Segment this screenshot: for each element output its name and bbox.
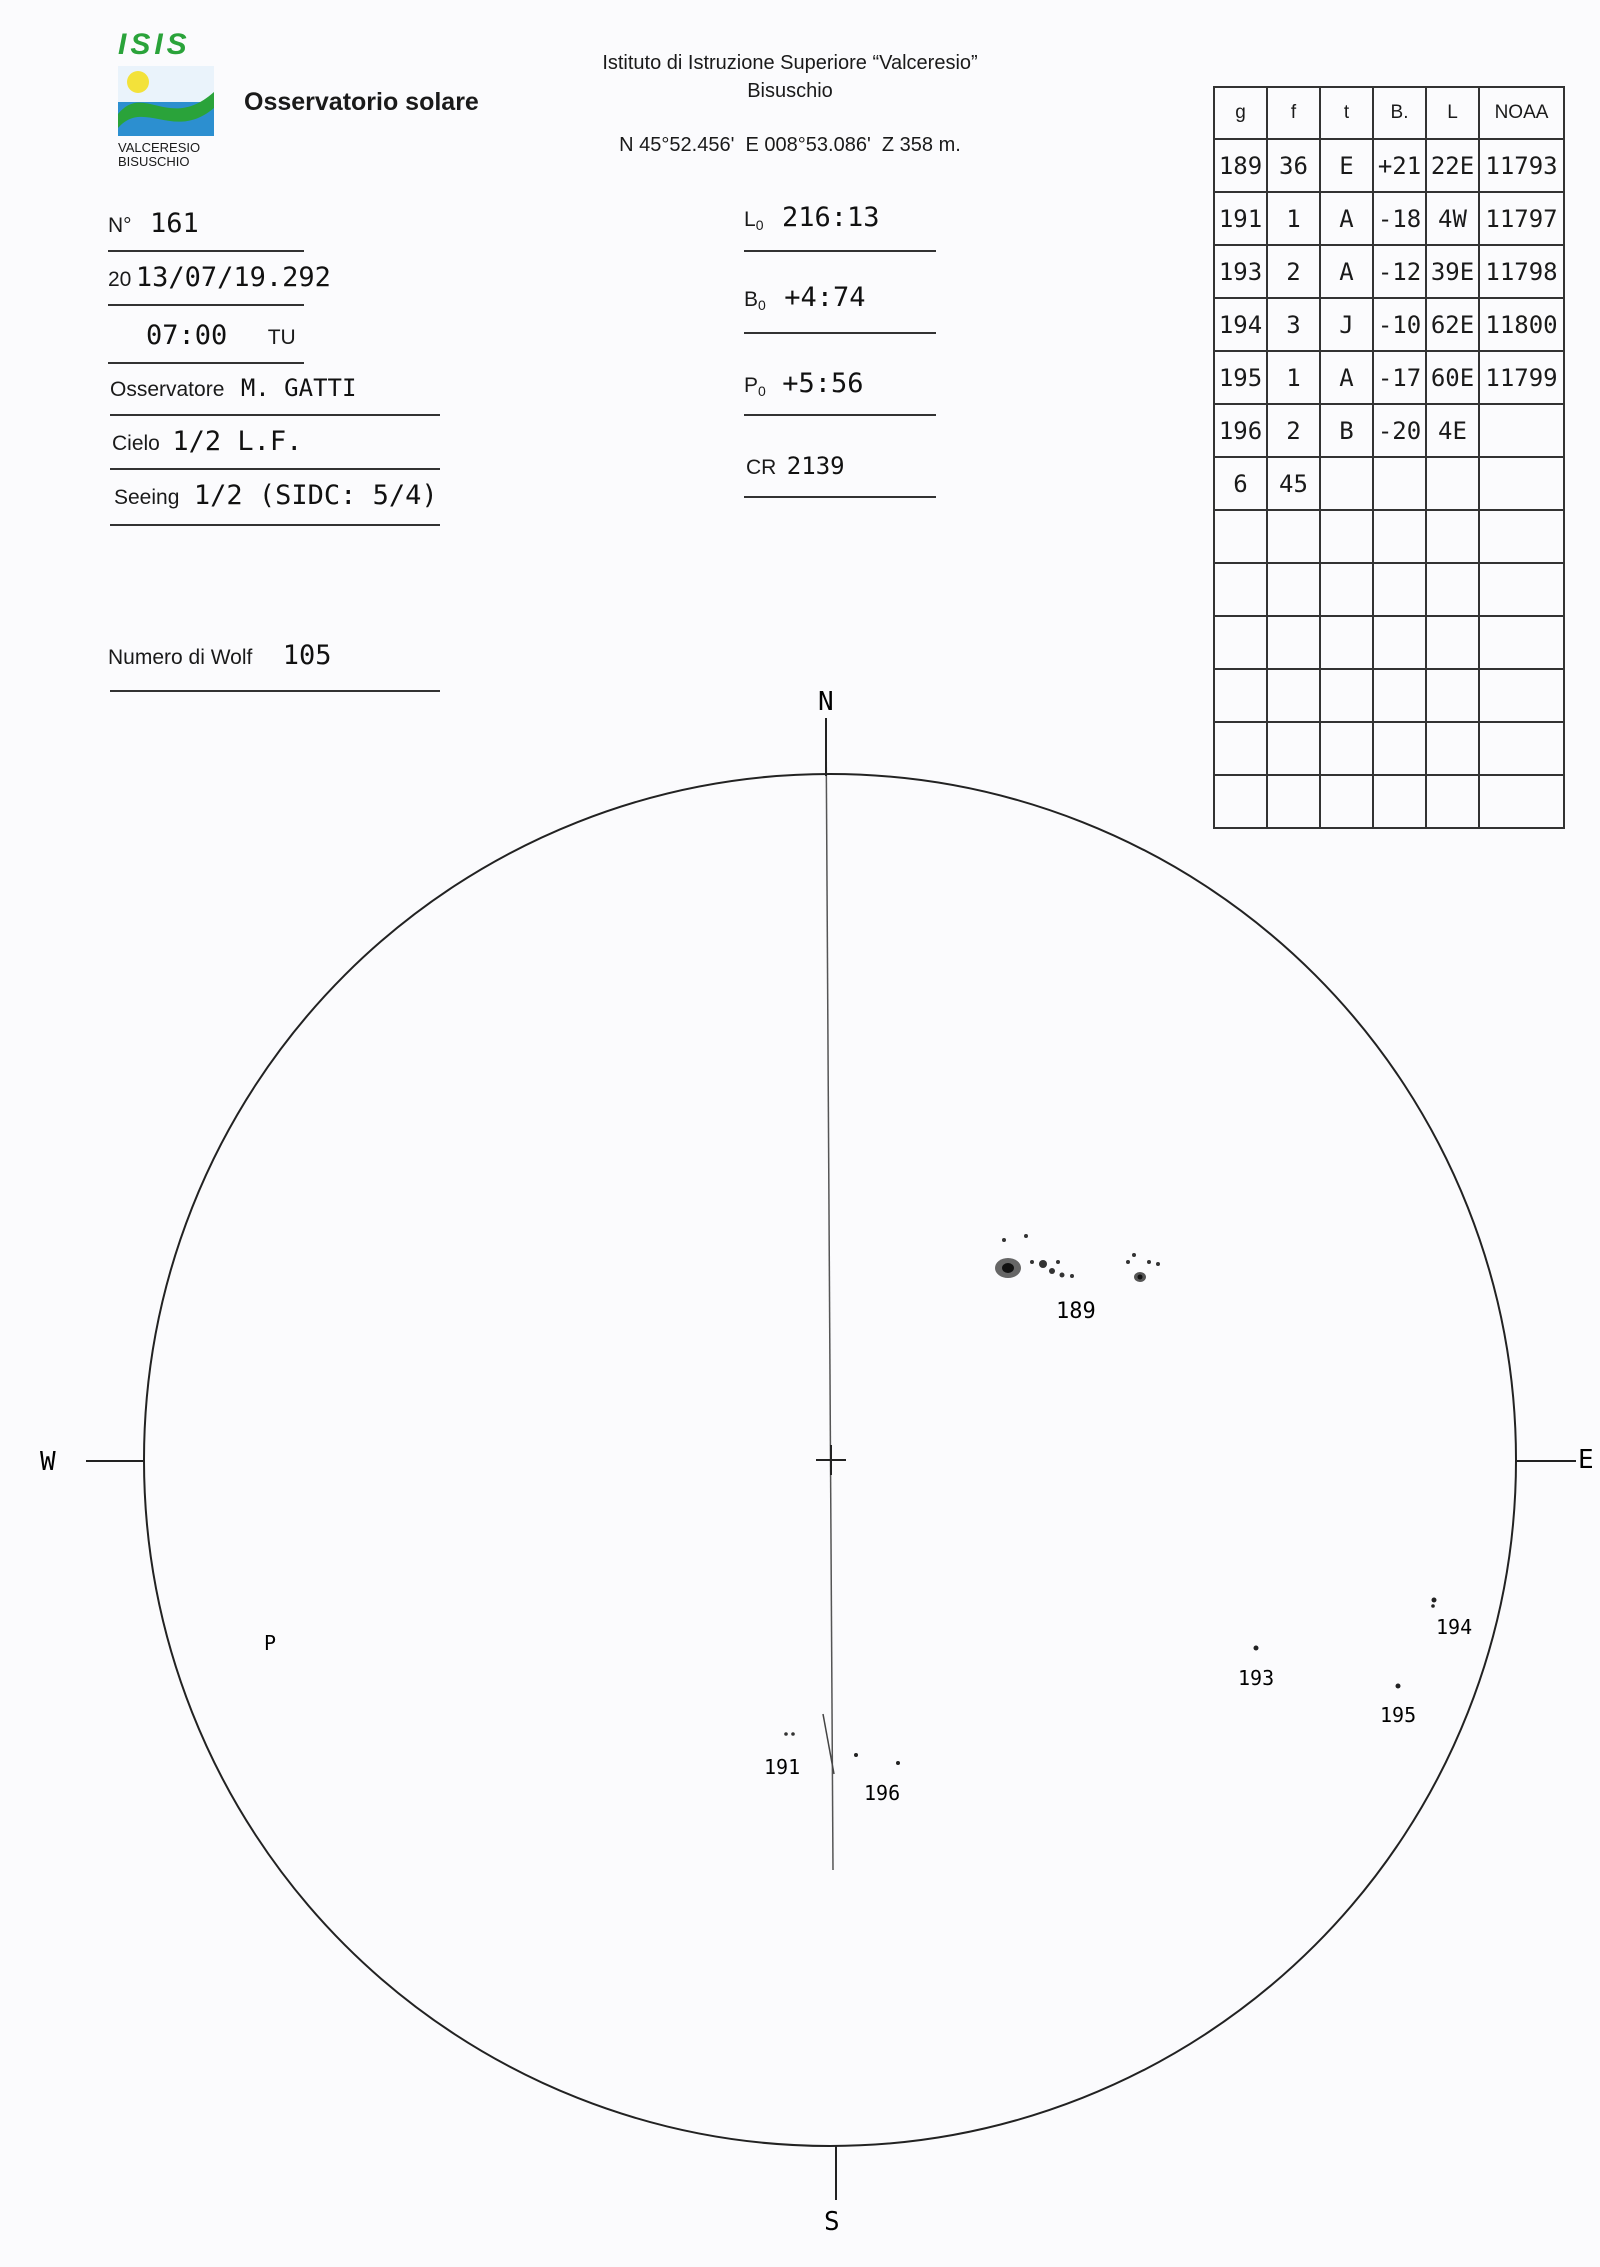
table-cell: 11800 [1479, 298, 1564, 351]
table-cell: 45 [1267, 457, 1320, 510]
table-header-cell: NOAA [1479, 87, 1564, 139]
observatory-title: Osservatorio solare [244, 88, 479, 116]
institute-town: Bisuschio [747, 80, 833, 102]
wolf-label: Numero di Wolf [108, 646, 253, 669]
sunspot-group-193 [1254, 1646, 1259, 1651]
north-axis [826, 718, 833, 1870]
table-cell: -20 [1373, 404, 1426, 457]
table-header-cell: f [1267, 87, 1320, 139]
date-value: 13/07/19.292 [135, 262, 331, 293]
table-header-cell: L [1426, 87, 1479, 139]
table-cell: 194 [1214, 298, 1267, 351]
table-cell: 6 [1214, 457, 1267, 510]
table-header-cell: g [1214, 87, 1267, 139]
P0-label: P [744, 374, 759, 397]
table-cell: E [1320, 139, 1373, 192]
observer-label: Osservatore [110, 378, 225, 401]
table-cell: 11799 [1479, 351, 1564, 404]
table-cell: 39E [1426, 245, 1479, 298]
observer-value: M. GATTI [240, 374, 357, 402]
institute-name: Istituto di Istruzione Superiore “Valceresio” [602, 52, 978, 74]
group-label-191: 191 [764, 1755, 801, 1779]
table-cell: 189 [1214, 139, 1267, 192]
table-cell: J [1320, 298, 1373, 351]
CR-value: 2139 [786, 452, 845, 480]
p-mark: P [264, 1631, 277, 1655]
table-cell: 3 [1267, 298, 1320, 351]
P0-sub: 0 [758, 383, 766, 400]
table-cell: 193 [1214, 245, 1267, 298]
B0-label: B [744, 288, 759, 311]
table-cell: 191 [1214, 192, 1267, 245]
time-unit: TU [267, 326, 296, 349]
table-cell: -18 [1373, 192, 1426, 245]
table-cell: A [1320, 351, 1373, 404]
table-cell: 1 [1267, 192, 1320, 245]
table-cell: +21 [1373, 139, 1426, 192]
group-label-195: 195 [1380, 1703, 1417, 1727]
L0-sub: 0 [755, 217, 764, 234]
west-label: W [40, 1447, 56, 1477]
table-cell: 1 [1267, 351, 1320, 404]
sunspot-group-195 [1396, 1684, 1401, 1689]
table-cell: 195 [1214, 351, 1267, 404]
table-cell: 62E [1426, 298, 1479, 351]
logo-bottom-text-1: VALCERESIO [118, 140, 201, 155]
number-label: N° [108, 214, 132, 237]
wolf-value: 105 [282, 640, 332, 671]
table-cell: 196 [1214, 404, 1267, 457]
table-cell: 11793 [1479, 139, 1564, 192]
group-label-193: 193 [1238, 1666, 1275, 1690]
table-header-cell: B. [1373, 87, 1426, 139]
table-cell: B [1320, 404, 1373, 457]
sunspot-group-191 [784, 1732, 795, 1736]
CR-label: CR [746, 456, 777, 479]
table-cell: 22E [1426, 139, 1479, 192]
L0-value: 216:13 [781, 202, 880, 233]
seeing-value: 1/2 (SIDC: 5/4) [193, 480, 438, 511]
B0-sub: 0 [758, 297, 766, 314]
table-cell: 2 [1267, 245, 1320, 298]
table-cell: 2 [1267, 404, 1320, 457]
logo-top-text: ISIS [118, 28, 191, 61]
sky-label: Cielo [112, 432, 160, 455]
sunspot-group-189 [995, 1234, 1160, 1282]
group-label-189: 189 [1056, 1299, 1096, 1324]
logo-bottom-text-2: BISUSCHIO [118, 154, 190, 169]
B0-value: +4:74 [784, 282, 866, 313]
east-label: E [1578, 1445, 1594, 1475]
date-prefix: 20 [108, 268, 132, 291]
table-header-cell: t [1320, 87, 1373, 139]
table-cell: A [1320, 192, 1373, 245]
L0-label: L [744, 208, 756, 231]
group-label-194: 194 [1436, 1615, 1473, 1639]
group-label-196: 196 [864, 1781, 901, 1805]
table-cell: 4E [1426, 404, 1479, 457]
table-cell: 11797 [1479, 192, 1564, 245]
sunspot-group-194 [1431, 1598, 1436, 1608]
sky-value: 1/2 L.F. [172, 426, 303, 457]
table-cell: -17 [1373, 351, 1426, 404]
table-cell: -12 [1373, 245, 1426, 298]
number-value: 161 [150, 208, 199, 239]
table-cell: A [1320, 245, 1373, 298]
table-cell: 36 [1267, 139, 1320, 192]
table-cell: 4W [1426, 192, 1479, 245]
south-label: S [824, 2207, 840, 2237]
seeing-label: Seeing [114, 486, 180, 509]
time-value: 07:00 [146, 320, 228, 351]
table-cell: -10 [1373, 298, 1426, 351]
table-cell: 11798 [1479, 245, 1564, 298]
table-cell: 60E [1426, 351, 1479, 404]
north-label: N [818, 687, 834, 717]
P0-value: +5:56 [782, 368, 864, 399]
sunspot-group-196 [854, 1753, 900, 1765]
site-coordinates: N 45°52.456' E 008°53.086' Z 358 m. [619, 134, 961, 156]
